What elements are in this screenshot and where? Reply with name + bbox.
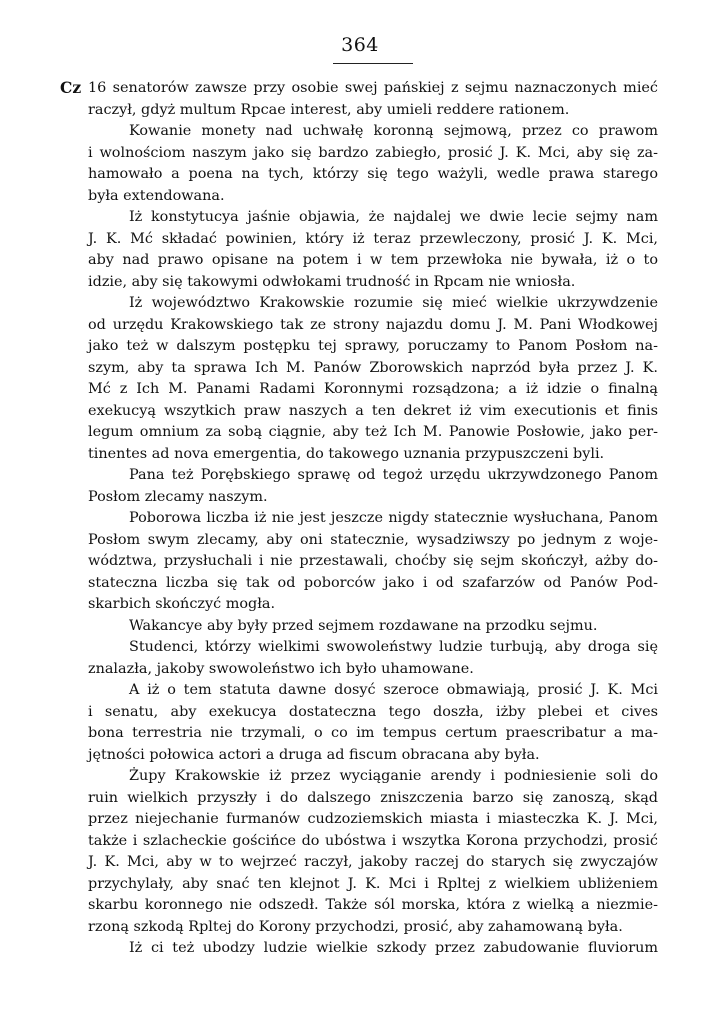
text-line: przez niejechanie furmanów cudzoziemskich miasta i miasteczka K. J. Mci, — [88, 811, 658, 827]
page-number-rule — [333, 63, 413, 64]
text-line: A iż o tem statuta dawne dosyć szeroce obmawiają, prosić J. K. Mci — [129, 682, 658, 698]
text-line: skarbu koronnego nie odszedł. Także sól morska, która z wielką a niezmie- — [88, 897, 658, 913]
text-line: i senatu, aby exekucya dostateczna tego doszła, iżby plebei et cives — [88, 703, 658, 720]
text-line: rzoną szkodą Rpltej do Korony przychodzi, prosić, aby zahamowaną była. — [88, 918, 623, 935]
text-line: przychylały, aby snać ten klejnot J. K. Mci i Rpltej z wielkiem ubliżeniem — [88, 875, 658, 892]
text-line: tinentes ad nova emergentia, do takowego uznania przypuszczeni byli. — [88, 445, 605, 462]
text-line: Mć z Ich M. Panami Radami Koronnymi rozsądzona; a iż idzie o finalną — [88, 381, 658, 397]
text-line: legum omnium za sobą ciągnie, aby też Ich M. Panowie Posłowie, jako per- — [88, 424, 658, 440]
text-line: była extendowana. — [88, 187, 225, 204]
text-line: i wolnościom naszym jako się bardzo zabiegło, prosić J. K. Mci, aby się za- — [88, 144, 658, 161]
text-line: hamowało a poena na tych, którzy się tego ważyli, wedle prawa starego — [88, 166, 658, 182]
text-line: idzie, aby się takowymi odwłokami trudność in Rpcam nie wniosła. — [88, 273, 576, 290]
text-line: J. K. Mć składać powinien, który iż teraz przewleczony, prosić J. K. Mci, — [88, 230, 658, 247]
text-line: Kowanie monety nad uchwałę koronną sejmową, przez co prawom — [129, 123, 658, 139]
text-line: Posłom zlecamy naszym. — [88, 488, 268, 505]
text-line: aby nad prawo opisane na potem i w tem przewłoka nie bywała, iż o to — [88, 252, 658, 268]
body-text — [88, 78, 658, 960]
text-line: ruin wielkich przyszły i do dalszego zniszczenia barzo się zanoszą, skąd — [88, 789, 658, 806]
text-line: J. K. Mci, aby w to wejrzeć raczył, jakoby raczej do starych się zwyczajów — [88, 854, 658, 870]
text-line: wództwa, przysłuchali i nie przestawali, choćby się sejm skończył, ażby do- — [88, 553, 658, 569]
text-line: bona terrestria nie trzymali, o co im tempus certum praescribatur a ma- — [88, 725, 658, 741]
text-line: jętności połowica actori a druga ad fiscum obracana aby była. — [88, 746, 540, 763]
text-line: Posłom swym zlecamy, aby oni statecznie, wysadziwszy po jednym z woje- — [88, 531, 658, 548]
text-line: szym, aby ta sprawa Ich M. Panów Zborowskich naprzód była przez J. K. — [88, 359, 658, 376]
text-line: Studenci, którzy wielkimi swowoleństwy ludzie turbują, aby droga się — [129, 639, 658, 655]
text-line: Iż województwo Krakowskie rozumie się mieć wielkie ukrzywdzenie — [129, 295, 658, 311]
text-line: także i szlacheckie gościńce do ubóstwa i wszytka Korona przychodzi, prosić — [88, 832, 658, 849]
text-line: Wakancye aby były przed sejmem rozdawane na przodku sejmu. — [129, 617, 598, 634]
text-line: Iż konstytucya jaśnie objawia, że najdalej we dwie lecie sejmy nam — [129, 209, 658, 225]
page-number: 364 — [341, 34, 379, 56]
margin-note: Cz — [60, 78, 82, 97]
text-line: jako też w dalszym postępku tej sprawy, poruczamy to Panom Posłom na- — [88, 338, 658, 354]
text-line: skarbich skończyć mogła. — [88, 596, 276, 612]
text-line: od urzędu Krakowskiego tak ze strony najazdu domu J. M. Pani Włodkowej — [88, 316, 658, 333]
text-line: znalazła, jakoby swowoleństwo ich było uhamowane. — [88, 660, 474, 677]
text-line: Żupy Krakowskie iż przez wyciąganie arendy i podniesienie soli do — [129, 768, 658, 784]
text-line: Iż ci też ubodzy ludzie wielkie szkody przez zabudowanie fluviorum — [129, 940, 658, 956]
text-line: raczył, gdyż multum Rpcae interest, aby umieli reddere rationem. — [88, 101, 570, 118]
text-line: 16 senatorów zawsze przy osobie swej pańskiej z sejmu naznaczonych mieć — [88, 80, 658, 96]
text-line: exekucyą wszytkich praw naszych a ten dekret iż vim executionis et finis — [88, 402, 658, 419]
text-line: stateczna liczba się tak od poborców jako i od szafarzów od Panów Pod- — [88, 574, 658, 591]
text-line: Poborowa liczba iż nie jest jeszcze nigdy statecznie wysłuchana, Panom — [129, 510, 658, 526]
text-line: Pana też Porębskiego sprawę od tegoż urzędu ukrzywdzonego Panom — [129, 467, 658, 483]
